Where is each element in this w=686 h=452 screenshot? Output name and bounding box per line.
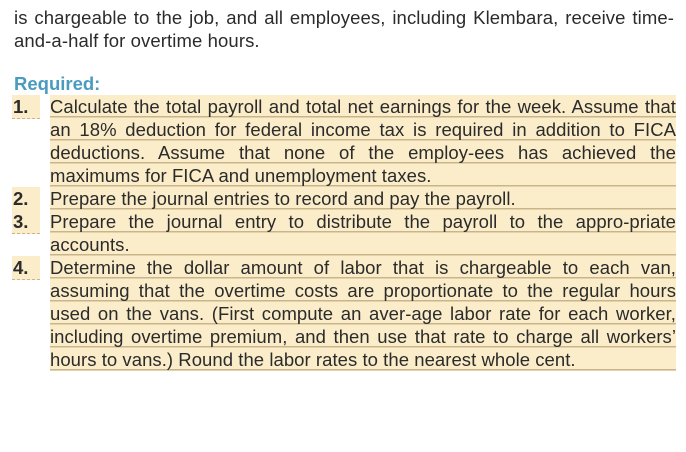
requirement-number: 4. bbox=[12, 256, 40, 280]
requirement-text: Prepare the journal entries to record and pay the payroll. bbox=[50, 187, 676, 210]
requirement-number: 3. bbox=[12, 210, 40, 234]
required-heading: Required: bbox=[14, 73, 101, 94]
requirements-list bbox=[12, 95, 676, 371]
requirement-item-4 bbox=[12, 256, 676, 371]
requirement-text: Determine the dollar amount of labor that is chargeable to each van, assuming that the overtime costs are proportionate to the regular hours used on the vans. (First compute an aver-age labor rate for each worker, including overtime premium, and then use that rate to charge all workers’ hours to vans.) Round the labor rates to the nearest whole cent. bbox=[50, 257, 676, 370]
requirement-item-2 bbox=[12, 187, 676, 210]
requirement-number: 1. bbox=[12, 95, 40, 119]
requirement-text: Calculate the total payroll and total net earnings for the week. Assume that an 18% deduction for federal income tax is required in addition to FICA deductions. Assume that none of the employ-ees has achieved the maximums for FICA and unemployment taxes. bbox=[50, 96, 676, 186]
requirement-item-3 bbox=[12, 210, 676, 256]
intro-paragraph: is chargeable to the job, and all employees, including Klembara, receive time-and-a-half for overtime hours. bbox=[14, 7, 674, 51]
requirement-text: Prepare the journal entry to distribute the payroll to the appro-priate accounts. bbox=[50, 211, 676, 255]
requirement-number: 2. bbox=[12, 187, 40, 211]
requirement-item-1 bbox=[12, 95, 676, 187]
